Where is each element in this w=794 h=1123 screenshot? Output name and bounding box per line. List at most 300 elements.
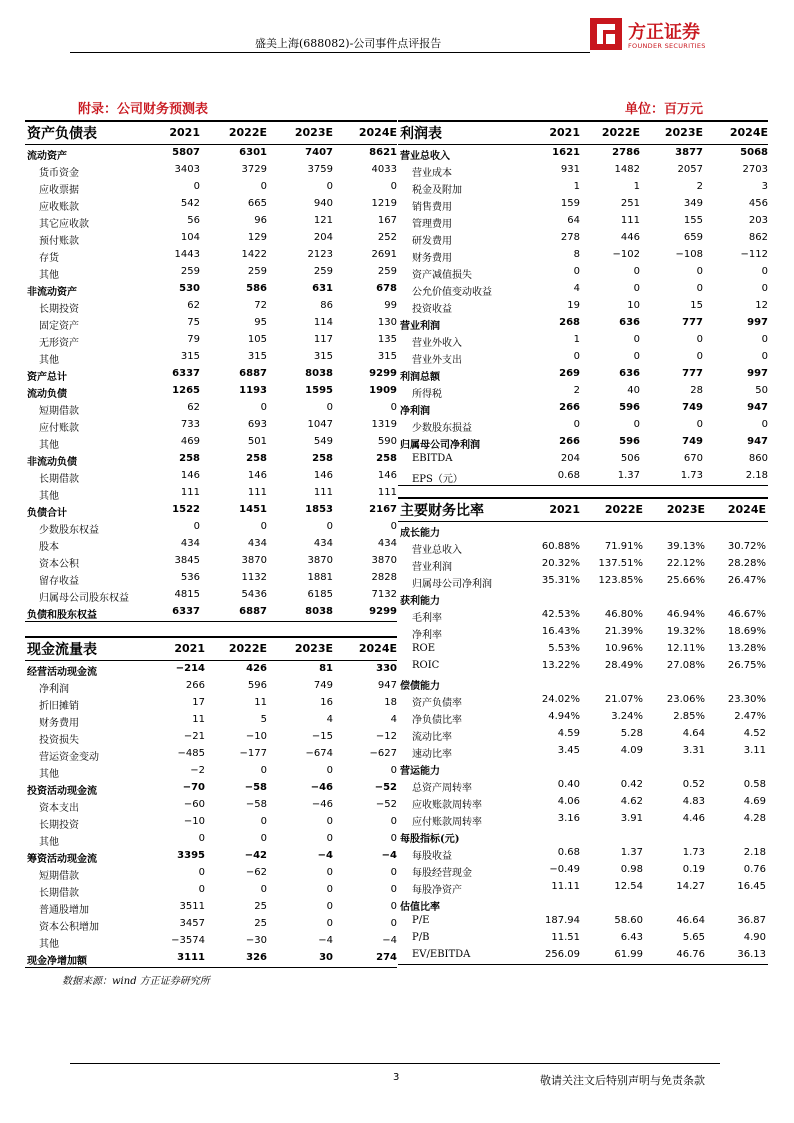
row-label: 研发费用 (412, 236, 452, 247)
table-row (25, 468, 397, 485)
year-header: 2022E (601, 126, 640, 139)
row-value: 1.37 (620, 847, 643, 858)
table-row (25, 264, 397, 281)
row-value: 7132 (371, 589, 397, 600)
row-label: 货币资金 (39, 168, 79, 179)
row-value: 266 (559, 436, 580, 447)
row-value: −58 (245, 799, 267, 810)
row-value: 46.67% (727, 609, 766, 620)
row-value: 586 (246, 283, 267, 294)
row-value: 3395 (177, 850, 205, 861)
year-header: 2021 (174, 642, 205, 655)
row-value: 315 (247, 351, 267, 362)
row-value: 12.11% (666, 643, 705, 654)
table-row (398, 522, 768, 539)
row-value: 26.75% (727, 660, 766, 671)
row-value: −30 (245, 935, 267, 946)
row-value: 111 (377, 487, 397, 498)
table-row (398, 658, 768, 675)
table-row (398, 281, 768, 298)
row-value: 23.30% (727, 694, 766, 705)
row-value: 0.58 (743, 779, 766, 790)
row-label: 销售费用 (412, 202, 452, 213)
row-value: 1595 (305, 385, 333, 396)
table-row (398, 315, 768, 332)
row-label: 非流动负债 (27, 457, 77, 468)
row-value: 258 (312, 453, 333, 464)
row-value: 1 (573, 334, 580, 345)
table-row (25, 553, 397, 570)
row-value: 0 (260, 816, 267, 827)
header-divider (70, 52, 590, 53)
row-value: 5.28 (620, 728, 643, 739)
row-value: 79 (187, 334, 200, 345)
row-value: 129 (247, 232, 267, 243)
row-label: 筹资活动现金流 (27, 854, 97, 865)
table-title: 资产负债表 (27, 126, 97, 142)
table-row (398, 726, 768, 743)
row-value: 0 (696, 351, 703, 362)
row-value: 997 (747, 368, 768, 379)
row-label: 存货 (39, 253, 59, 264)
row-value: 46.76 (676, 949, 705, 960)
row-value: 0 (390, 918, 397, 929)
row-value: 590 (377, 436, 397, 447)
row-value: 0 (390, 833, 397, 844)
row-value: 266 (559, 402, 580, 413)
row-value: 28.49% (604, 660, 643, 671)
row-label: 其他 (39, 440, 59, 451)
row-value: 777 (682, 368, 703, 379)
row-value: 3.45 (557, 745, 580, 756)
row-value: 997 (747, 317, 768, 328)
row-value: 11 (254, 697, 267, 708)
table-row (25, 213, 397, 230)
year-header: 2024E (358, 126, 397, 139)
row-value: 3870 (307, 555, 333, 566)
table-row (25, 434, 397, 451)
row-value: 0 (326, 867, 333, 878)
row-label: 净利润 (39, 684, 69, 695)
row-value: 30.72% (727, 541, 766, 552)
table-row (25, 162, 397, 179)
row-label: 营业总收入 (400, 151, 450, 162)
row-value: 35.31% (541, 575, 580, 586)
row-label: 投资收益 (412, 304, 452, 315)
row-value: 268 (559, 317, 580, 328)
table-title: 主要财务比率 (400, 503, 484, 519)
row-label: 净负债比率 (412, 715, 462, 726)
row-value: −102 (612, 249, 640, 260)
row-value: −214 (175, 663, 205, 674)
row-value: 456 (748, 198, 768, 209)
row-value: 25 (254, 918, 267, 929)
year-header: 2021 (169, 126, 200, 139)
row-label: 偿债能力 (400, 681, 440, 692)
row-label: EPS（元） (412, 474, 463, 485)
row-label: 每股净资产 (412, 885, 462, 896)
row-value: 501 (247, 436, 267, 447)
table-title: 现金流量表 (27, 642, 97, 658)
row-value: 0 (573, 351, 580, 362)
row-value: 0 (193, 181, 200, 192)
row-label: 少数股东损益 (412, 423, 472, 434)
row-value: 0 (390, 402, 397, 413)
row-value: 0 (761, 334, 768, 345)
row-value: 46.94% (666, 609, 705, 620)
founder-logo-mark-icon (590, 18, 622, 50)
row-value: −10 (245, 731, 267, 742)
row-value: −70 (182, 782, 205, 793)
row-value: 96 (254, 215, 267, 226)
row-value: 50 (755, 385, 768, 396)
row-label: 毛利率 (412, 613, 442, 624)
table-row (25, 451, 397, 468)
row-value: 3845 (174, 555, 200, 566)
row-value: 81 (319, 663, 333, 674)
row-value: 2.85% (673, 711, 705, 722)
row-value: 1 (633, 181, 640, 192)
row-value: 5436 (241, 589, 267, 600)
row-value: 0 (573, 266, 580, 277)
row-value: 0 (326, 884, 333, 895)
row-value: 187.94 (545, 915, 580, 926)
row-value: −12 (375, 731, 397, 742)
row-value: 0 (326, 765, 333, 776)
table-row (398, 417, 768, 434)
table-row (25, 865, 397, 882)
row-value: 159 (560, 198, 580, 209)
row-value: 117 (313, 334, 333, 345)
table-header (25, 120, 397, 145)
row-value: 0 (633, 351, 640, 362)
row-value: 259 (313, 266, 333, 277)
row-label: 其他 (39, 491, 59, 502)
table-row (398, 641, 768, 658)
table-row (398, 298, 768, 315)
row-value: 3.16 (557, 813, 580, 824)
table-row (398, 607, 768, 624)
row-value: −112 (740, 249, 768, 260)
row-value: 258 (376, 453, 397, 464)
row-value: 0.42 (620, 779, 643, 790)
year-header: 2024E (729, 126, 768, 139)
row-value: 2.18 (745, 470, 768, 481)
row-value: 9299 (369, 606, 397, 617)
table-bottom-rule (25, 621, 397, 622)
row-value: 1.73 (680, 470, 703, 481)
table-row (25, 899, 397, 916)
row-value: 251 (620, 198, 640, 209)
row-value: −108 (675, 249, 703, 260)
row-value: 0 (326, 833, 333, 844)
page-number: 3 (393, 1072, 400, 1083)
row-label: 留存收益 (39, 576, 79, 587)
row-value: 3870 (371, 555, 397, 566)
row-value: 1422 (241, 249, 267, 260)
row-value: 0 (390, 181, 397, 192)
appendix-title: 附录：公司财务预测表 (78, 102, 209, 117)
row-value: 506 (620, 453, 640, 464)
table-row (25, 661, 397, 678)
row-label: 资本支出 (39, 803, 79, 814)
table-row (398, 845, 768, 862)
row-value: 12 (755, 300, 768, 311)
row-label: 长期借款 (39, 474, 79, 485)
row-value: 0 (198, 833, 205, 844)
row-label: 投资损失 (39, 735, 79, 746)
row-value: −46 (310, 782, 333, 793)
row-value: 3457 (179, 918, 205, 929)
row-label: 营业成本 (412, 168, 452, 179)
row-value: −0.49 (549, 864, 580, 875)
row-label: 成长能力 (400, 528, 440, 539)
row-value: 349 (683, 198, 703, 209)
row-value: 36.87 (737, 915, 766, 926)
row-value: 1451 (239, 504, 267, 515)
row-value: 1132 (241, 572, 267, 583)
table-row (25, 417, 397, 434)
row-value: 111 (313, 487, 333, 498)
financial-ratios-table (398, 497, 768, 965)
table-row (398, 179, 768, 196)
row-value: 6337 (172, 368, 200, 379)
row-value: 269 (559, 368, 580, 379)
footer-divider (70, 1063, 720, 1064)
year-header: 2023E (294, 126, 333, 139)
row-value: 596 (619, 436, 640, 447)
row-label: 股本 (39, 542, 59, 553)
table-row (25, 797, 397, 814)
row-label: 净利率 (412, 630, 442, 641)
table-row (398, 264, 768, 281)
row-value: 3.31 (682, 745, 705, 756)
row-value: 0 (761, 266, 768, 277)
logo-text-en: FOUNDER SECURITIES (628, 42, 706, 50)
row-label: 应付账款 (39, 423, 79, 434)
row-value: 16 (320, 697, 333, 708)
row-value: 72 (254, 300, 267, 311)
row-label: 营业总收入 (412, 545, 462, 556)
row-value: 278 (560, 232, 580, 243)
table-row (25, 298, 397, 315)
row-value: 10 (627, 300, 640, 311)
unit-label: 单位：百万元 (625, 102, 704, 117)
row-value: −52 (374, 782, 397, 793)
row-value: 8621 (369, 147, 397, 158)
row-value: 146 (180, 470, 200, 481)
row-label: 每股指标(元) (400, 834, 460, 845)
row-value: 947 (747, 402, 768, 413)
row-value: 1319 (371, 419, 397, 430)
row-value: 0.98 (620, 864, 643, 875)
row-value: 86 (320, 300, 333, 311)
row-value: 4.69 (743, 796, 766, 807)
row-label: 资产总计 (27, 372, 67, 383)
row-value: 46.80% (604, 609, 643, 620)
row-value: 0 (633, 266, 640, 277)
row-value: 4.28 (743, 813, 766, 824)
row-value: 123.85% (598, 575, 643, 586)
year-header: 2021 (549, 126, 580, 139)
row-value: 16.43% (541, 626, 580, 637)
row-label: 少数股东权益 (39, 525, 99, 536)
row-label: 其它应收款 (39, 219, 89, 230)
table-row (398, 162, 768, 179)
row-value: 0 (326, 181, 333, 192)
row-label: 公允价值变动收益 (412, 287, 492, 298)
row-value: 4815 (174, 589, 200, 600)
row-value: 1219 (371, 198, 397, 209)
row-value: 940 (313, 198, 333, 209)
row-value: 5.53% (548, 643, 580, 654)
row-label: 其他 (39, 270, 59, 281)
row-label: P/B (412, 932, 430, 943)
row-value: 12.54 (614, 881, 643, 892)
row-value: 0.68 (557, 847, 580, 858)
row-value: 27.08% (666, 660, 705, 671)
table-row (398, 468, 768, 485)
table-row (398, 743, 768, 760)
row-label: 营业利润 (412, 562, 452, 573)
row-value: 19.32% (666, 626, 705, 637)
row-value: 426 (246, 663, 267, 674)
row-value: 693 (247, 419, 267, 430)
row-value: 8 (573, 249, 580, 260)
row-label: 流动资产 (27, 151, 67, 162)
row-value: 0 (326, 521, 333, 532)
row-label: EBITDA (412, 453, 453, 464)
row-label: 其他 (39, 939, 59, 950)
income-statement-table (398, 120, 768, 486)
row-value: −627 (369, 748, 397, 759)
table-row (25, 695, 397, 712)
row-value: 0 (260, 181, 267, 192)
row-value: −4 (381, 850, 397, 861)
row-value: 0 (390, 884, 397, 895)
founder-logo (590, 16, 720, 56)
row-value: 636 (619, 368, 640, 379)
table-row (25, 145, 397, 162)
row-label: 营业外支出 (412, 355, 462, 366)
row-value: 0 (193, 521, 200, 532)
row-value: 2.18 (743, 847, 766, 858)
row-value: 114 (313, 317, 333, 328)
row-value: 10.96% (604, 643, 643, 654)
row-value: 0 (260, 402, 267, 413)
row-value: −4 (317, 850, 333, 861)
row-label: 营业外收入 (412, 338, 462, 349)
row-value: 636 (619, 317, 640, 328)
row-label: 普通股增加 (39, 905, 89, 916)
row-value: 0 (696, 419, 703, 430)
table-row (398, 451, 768, 468)
table-row (398, 556, 768, 573)
row-label: 资产减值损失 (412, 270, 472, 281)
row-value: 2786 (612, 147, 640, 158)
row-value: −62 (245, 867, 267, 878)
row-value: 678 (376, 283, 397, 294)
year-header: 2022E (228, 642, 267, 655)
row-value: 670 (683, 453, 703, 464)
row-value: 0 (390, 521, 397, 532)
row-value: 2167 (369, 504, 397, 515)
table-row (25, 366, 397, 383)
row-value: 631 (312, 283, 333, 294)
row-value: 95 (254, 317, 267, 328)
table-row (25, 831, 397, 848)
table-row (398, 332, 768, 349)
table-row (25, 848, 397, 865)
row-label: 获利能力 (400, 596, 440, 607)
row-value: 25 (254, 901, 267, 912)
row-value: 0 (390, 867, 397, 878)
year-header: 2022E (604, 503, 643, 516)
row-value: 0.40 (557, 779, 580, 790)
row-value: 30 (319, 952, 333, 963)
table-header (25, 636, 397, 661)
row-value: 0 (260, 884, 267, 895)
table-row (398, 828, 768, 845)
row-value: 4.06 (557, 796, 580, 807)
row-value: 46.64 (676, 915, 705, 926)
row-label: 投资活动现金流 (27, 786, 97, 797)
row-value: 0 (198, 867, 205, 878)
row-value: 61.99 (614, 949, 643, 960)
table-row (398, 811, 768, 828)
row-label: 管理费用 (412, 219, 452, 230)
row-value: −58 (244, 782, 267, 793)
table-row (25, 729, 397, 746)
row-value: 28.28% (727, 558, 766, 569)
row-value: 434 (247, 538, 267, 549)
table-bottom-rule (25, 967, 397, 968)
row-value: 0 (633, 334, 640, 345)
year-header: 2024E (358, 642, 397, 655)
row-value: −46 (311, 799, 333, 810)
row-value: 3.24% (611, 711, 643, 722)
row-value: 4.59 (557, 728, 580, 739)
row-value: 11.11 (551, 881, 580, 892)
row-label: ROE (412, 643, 436, 654)
table-row (25, 933, 397, 950)
row-value: 5068 (740, 147, 768, 158)
row-value: 596 (619, 402, 640, 413)
row-value: 121 (313, 215, 333, 226)
table-row (25, 678, 397, 695)
row-value: 3403 (174, 164, 200, 175)
row-value: 18 (384, 697, 397, 708)
row-label: ROIC (412, 660, 440, 671)
row-label: 速动比率 (412, 749, 452, 760)
row-value: 7407 (305, 147, 333, 158)
row-value: 259 (247, 266, 267, 277)
row-value: 2 (696, 181, 703, 192)
table-row (398, 145, 768, 162)
row-value: 3 (761, 181, 768, 192)
row-label: 所得税 (412, 389, 442, 400)
row-label: 总资产周转率 (412, 783, 472, 794)
row-value: 0 (761, 419, 768, 430)
year-header: 2024E (727, 503, 766, 516)
row-label: 财务费用 (412, 253, 452, 264)
row-value: 16.45 (737, 881, 766, 892)
year-header: 2023E (294, 642, 333, 655)
row-value: 2828 (371, 572, 397, 583)
report-header-title: 盛美上海(688082)-公司事件点评报告 (255, 37, 442, 50)
table-row (25, 247, 397, 264)
row-label: 营运能力 (400, 766, 440, 777)
